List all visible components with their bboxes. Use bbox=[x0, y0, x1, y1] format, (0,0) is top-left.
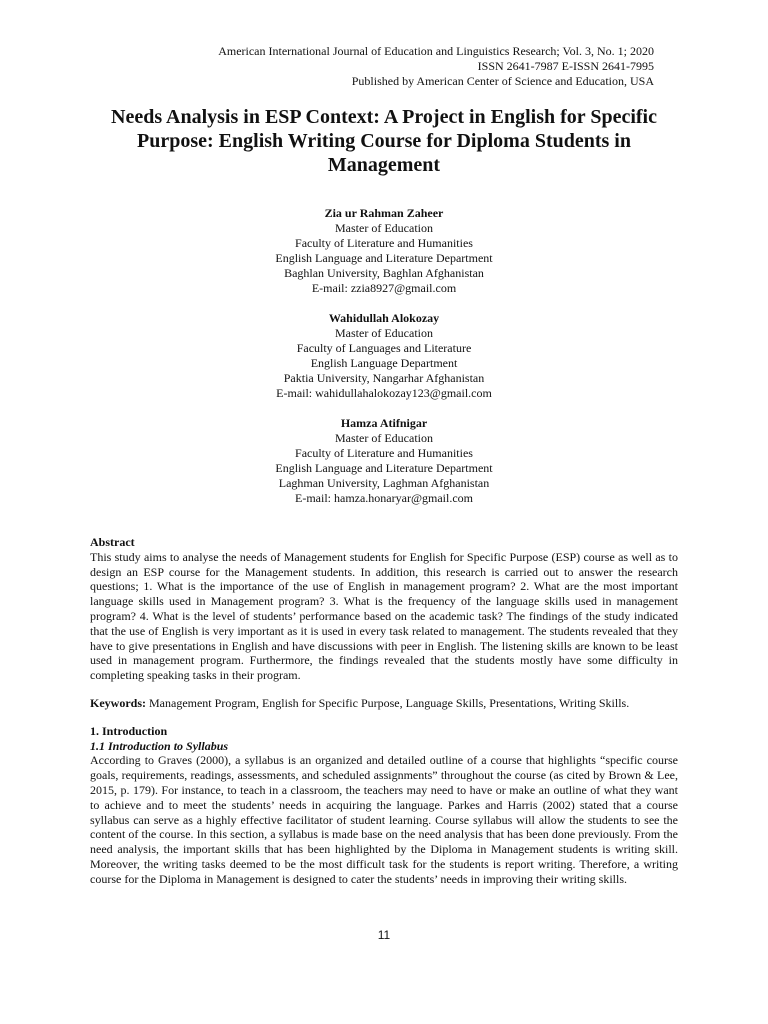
author-faculty: Faculty of Literature and Humanities bbox=[295, 236, 473, 250]
author-block bbox=[184, 311, 584, 401]
author-list bbox=[184, 206, 584, 521]
author-university: Laghman University, Laghman Afghanistan bbox=[278, 476, 490, 490]
spacer bbox=[90, 711, 678, 724]
paper-title: Needs Analysis in ESP Context: A Project in English for Specific Purpose: English Writing Course for Diploma Students in Management bbox=[111, 106, 657, 176]
syllabus-subheading: 1.1 Introduction to Syllabus bbox=[90, 738, 229, 753]
author-name: Zia ur Rahman Zaheer bbox=[324, 206, 444, 220]
introduction-heading: 1. Introduction bbox=[90, 723, 168, 738]
publisher-line: Published by American Center of Science and Education, USA bbox=[351, 74, 654, 88]
keywords-label: Keywords: bbox=[90, 695, 146, 710]
author-name: Wahidullah Alokozay bbox=[328, 311, 440, 325]
author-email[interactable]: E-mail: hamza.honaryar@gmail.com bbox=[295, 491, 473, 505]
author-email[interactable]: E-mail: zzia8927@gmail.com bbox=[311, 281, 457, 295]
author-email[interactable]: E-mail: wahidullahalokozay123@gmail.com bbox=[276, 386, 492, 400]
keywords-text: Management Program, English for Specific Purpose, Language Skills, Presentations, Writing Skills. bbox=[146, 695, 630, 710]
abstract-heading: Abstract bbox=[90, 535, 135, 549]
author-faculty: Faculty of Languages and Literature bbox=[296, 341, 472, 355]
issn-line: ISSN 2641-7987 E-ISSN 2641-7995 bbox=[477, 59, 654, 73]
author-degree: Master of Education bbox=[335, 326, 433, 340]
author-department: English Language and Literature Department bbox=[275, 461, 493, 475]
paper-body bbox=[90, 535, 678, 887]
journal-header bbox=[94, 44, 654, 89]
author-department: English Language and Literature Department bbox=[275, 251, 493, 265]
introduction-text: According to Graves (2000), a syllabus is an organized and detailed outline of a course that highlights “specific course goals, requirements, readings, assessments, and scheduled assignments” throughout the course (as cited by Brown & Lee, 2015, p. 179). For instance, to teach in a classroom, the teachers may need to have or make an outline of what they want to achieve and to meet the students’ needs in acquiring the language. Parkes and Harris (2002) stated that a course syllabus can serve as a highly effective facilitator of student learning. Course syllabus will allow the students to see the content of the course. In this section, a syllabus is made base on the need analysis that has been done previously. From the need analysis, the important skills that has been highlighted by the Diploma in Management students is writing skill. Moreover, the writing tasks deemed to be the most difficult task for the students is report writing. Therefore, a writing course for the Diploma in Management is designed to cater the students’ needs in improving their writing skills. bbox=[90, 753, 678, 886]
author-block bbox=[184, 206, 584, 296]
abstract-text: This study aims to analyse the needs of Management students for English for Specific Purpose (ESP) course as well as to design an ESP course for the Management students. In addition, this research is carried out to answer the research questions; 1. What is the importance of the use of English in management program? 2. What are the most important language skills used in Management program? 3. What is the frequency of the language skills used in management program? 4. What is the level of students’ performance based on the academic task? The findings of the study indicated that the use of English is very important as it is used in every task related to management. The students revealed that they have to give presentations in English and have discussions with peer in English. The listening skills are known to be least used in management program. Furthermore, the findings revealed that the students mostly have some difficulty in completing speaking tasks in their program. bbox=[90, 549, 678, 683]
page-number: 11 bbox=[377, 928, 391, 942]
journal-name-line: American International Journal of Education and Linguistics Research; Vol. 3, No. 1; 2020 bbox=[218, 44, 654, 58]
author-faculty: Faculty of Literature and Humanities bbox=[295, 446, 473, 460]
author-name: Hamza Atifnigar bbox=[340, 416, 428, 430]
author-university: Baghlan University, Baghlan Afghanistan bbox=[284, 266, 484, 280]
author-university: Paktia University, Nangarhar Afghanistan bbox=[283, 371, 485, 385]
author-degree: Master of Education bbox=[335, 221, 433, 235]
keywords-line bbox=[90, 696, 678, 711]
author-block bbox=[184, 416, 584, 506]
spacer bbox=[90, 683, 678, 696]
author-department: English Language Department bbox=[310, 356, 458, 370]
author-degree: Master of Education bbox=[335, 431, 433, 445]
